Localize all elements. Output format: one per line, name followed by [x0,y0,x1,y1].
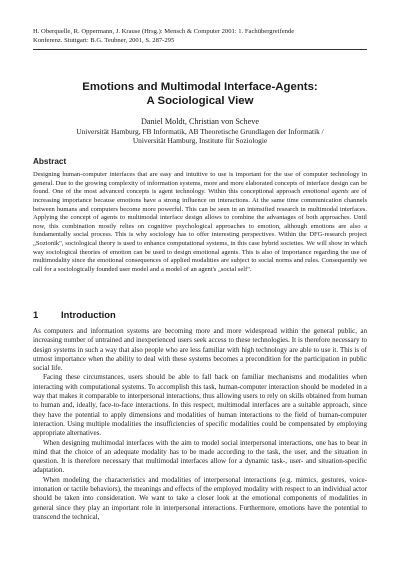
publication-reference [33,28,373,45]
paragraph: When designing multimodal interfaces with the aim to model social interpersonal interactions, one has to bear in mind that the choice of an adequate modality has to be made according to the task, the user, and the situation in question. It is therefore necessary that multimodal interfaces allow for a dynamic task-, user- and situation-specific adaptation. [33,438,367,475]
paragraph: When modeling the characteristics and modalities of interpersonal interactions (e.g. mimics, gestures, voice-intonation or tactile behaviors), the meanings and effects of the employed modality with respect to an individual actor should be taken into consideration. We want to take a closer look at the emotional components of modalities in general since they play an important role in interpersonal interactions. Furthermore, emotions have the potential to transcend the technical, [33,475,367,521]
author-affiliation [33,127,367,146]
abstract-emphasis: emotional agents [302,188,349,196]
section-number: 1 [33,309,39,320]
publication-reference-line-2: Konferenz. Stuttgart: B.G. Teubner, 2001, S. 287-295 [33,36,175,44]
publication-reference-line-1: H. Oberquelle, R. Oppermann, J. Krause (Hrsg.): Mensch & Computer 2001: 1. Fachübergreifende [33,28,295,35]
abstract-body [33,171,367,275]
paper-authors: Daniel Moldt, Christian von Scheve [140,117,260,126]
introduction-body [33,327,367,522]
paper-title [33,80,367,108]
paragraph: Facing these circumstances, users should be able to fall back on familiar mechanisms and modalities when interacting with computational systems. To accomplish this task, human-computer interaction should be modeled in a way that makes it comparable to interpersonal interactions, thus allowing users to rely on skills obtained from human to human and, ideally, face-to-face interactions. In this respect, multimodal interfaces are a suitable approach, since they have the potential to apply dimensions and modalities of human interactions to the field of human-computer interaction. Using multiple modalities the insufficiencies of specific modalities could be compensated by employing appropriate alternatives. [33,373,367,438]
affiliation-line-1: Universität Hamburg, FB Informatik, AB Theoretische Grundlagen der Informatik / [76,127,324,136]
abstract-heading: Abstract [33,157,67,166]
affiliation-line-2: Universität Hamburg, Institute für Soziologie [132,136,268,146]
abstract-text-part-1: Designing human-computer interfaces that are easy and intuitive to use is important for the use of computer technology in general. Due to the growing complexity of information systems, more and more elaborated concepts of interface design can be found. One of the most advanced concepts is agent technology. Within this conceptional approach [33,171,367,196]
abstract-text-part-2: are of increasing importance because emotions have a strong influence on interactions. At the same time communication channels between humans and computers become more powerful. This can be seen in an intensified research in multimodal interfaces. Applying the concept of agents to multimodal interface design allows to combine the advantages of both approaches. Until now, this combination mostly relies on cognitive psychological approaches to emotion, although emotions are also a fundamentally social process. This is why sociology has to offer interesting perspectives. Within the DFG-research project „Sozionik", sociological theory is used to enhance computational systems, in this case hybrid societies. We will show in which way sociological theories of emotion can be used to design emotional agents. This is also of importance regarding the use of multimodality since the emotional consequences of applied modalities are subject to social norms and rules. Consequently we call for a sociologically founded user model and a model of an agent's „social self". [33,188,367,273]
section-heading [33,309,367,320]
paper-title-line-2: A Sociological View [146,95,254,107]
paragraph: As computers and information systems are becoming more and more widespread within the general public, an increasing number of untrained and inexperienced users seek access to these technologies. It is therefore necessary to design systems in such a way that also people who are less familiar with high technology are able to use it. This is of utmost importance when the ability to deal with these systems becomes a precondition for the participation in public social life. [33,327,367,373]
header-rule [33,49,367,50]
section-title: Introduction [61,309,116,320]
paper-title-line-1: Emotions and Multimodal Interface-Agents: [82,81,318,93]
